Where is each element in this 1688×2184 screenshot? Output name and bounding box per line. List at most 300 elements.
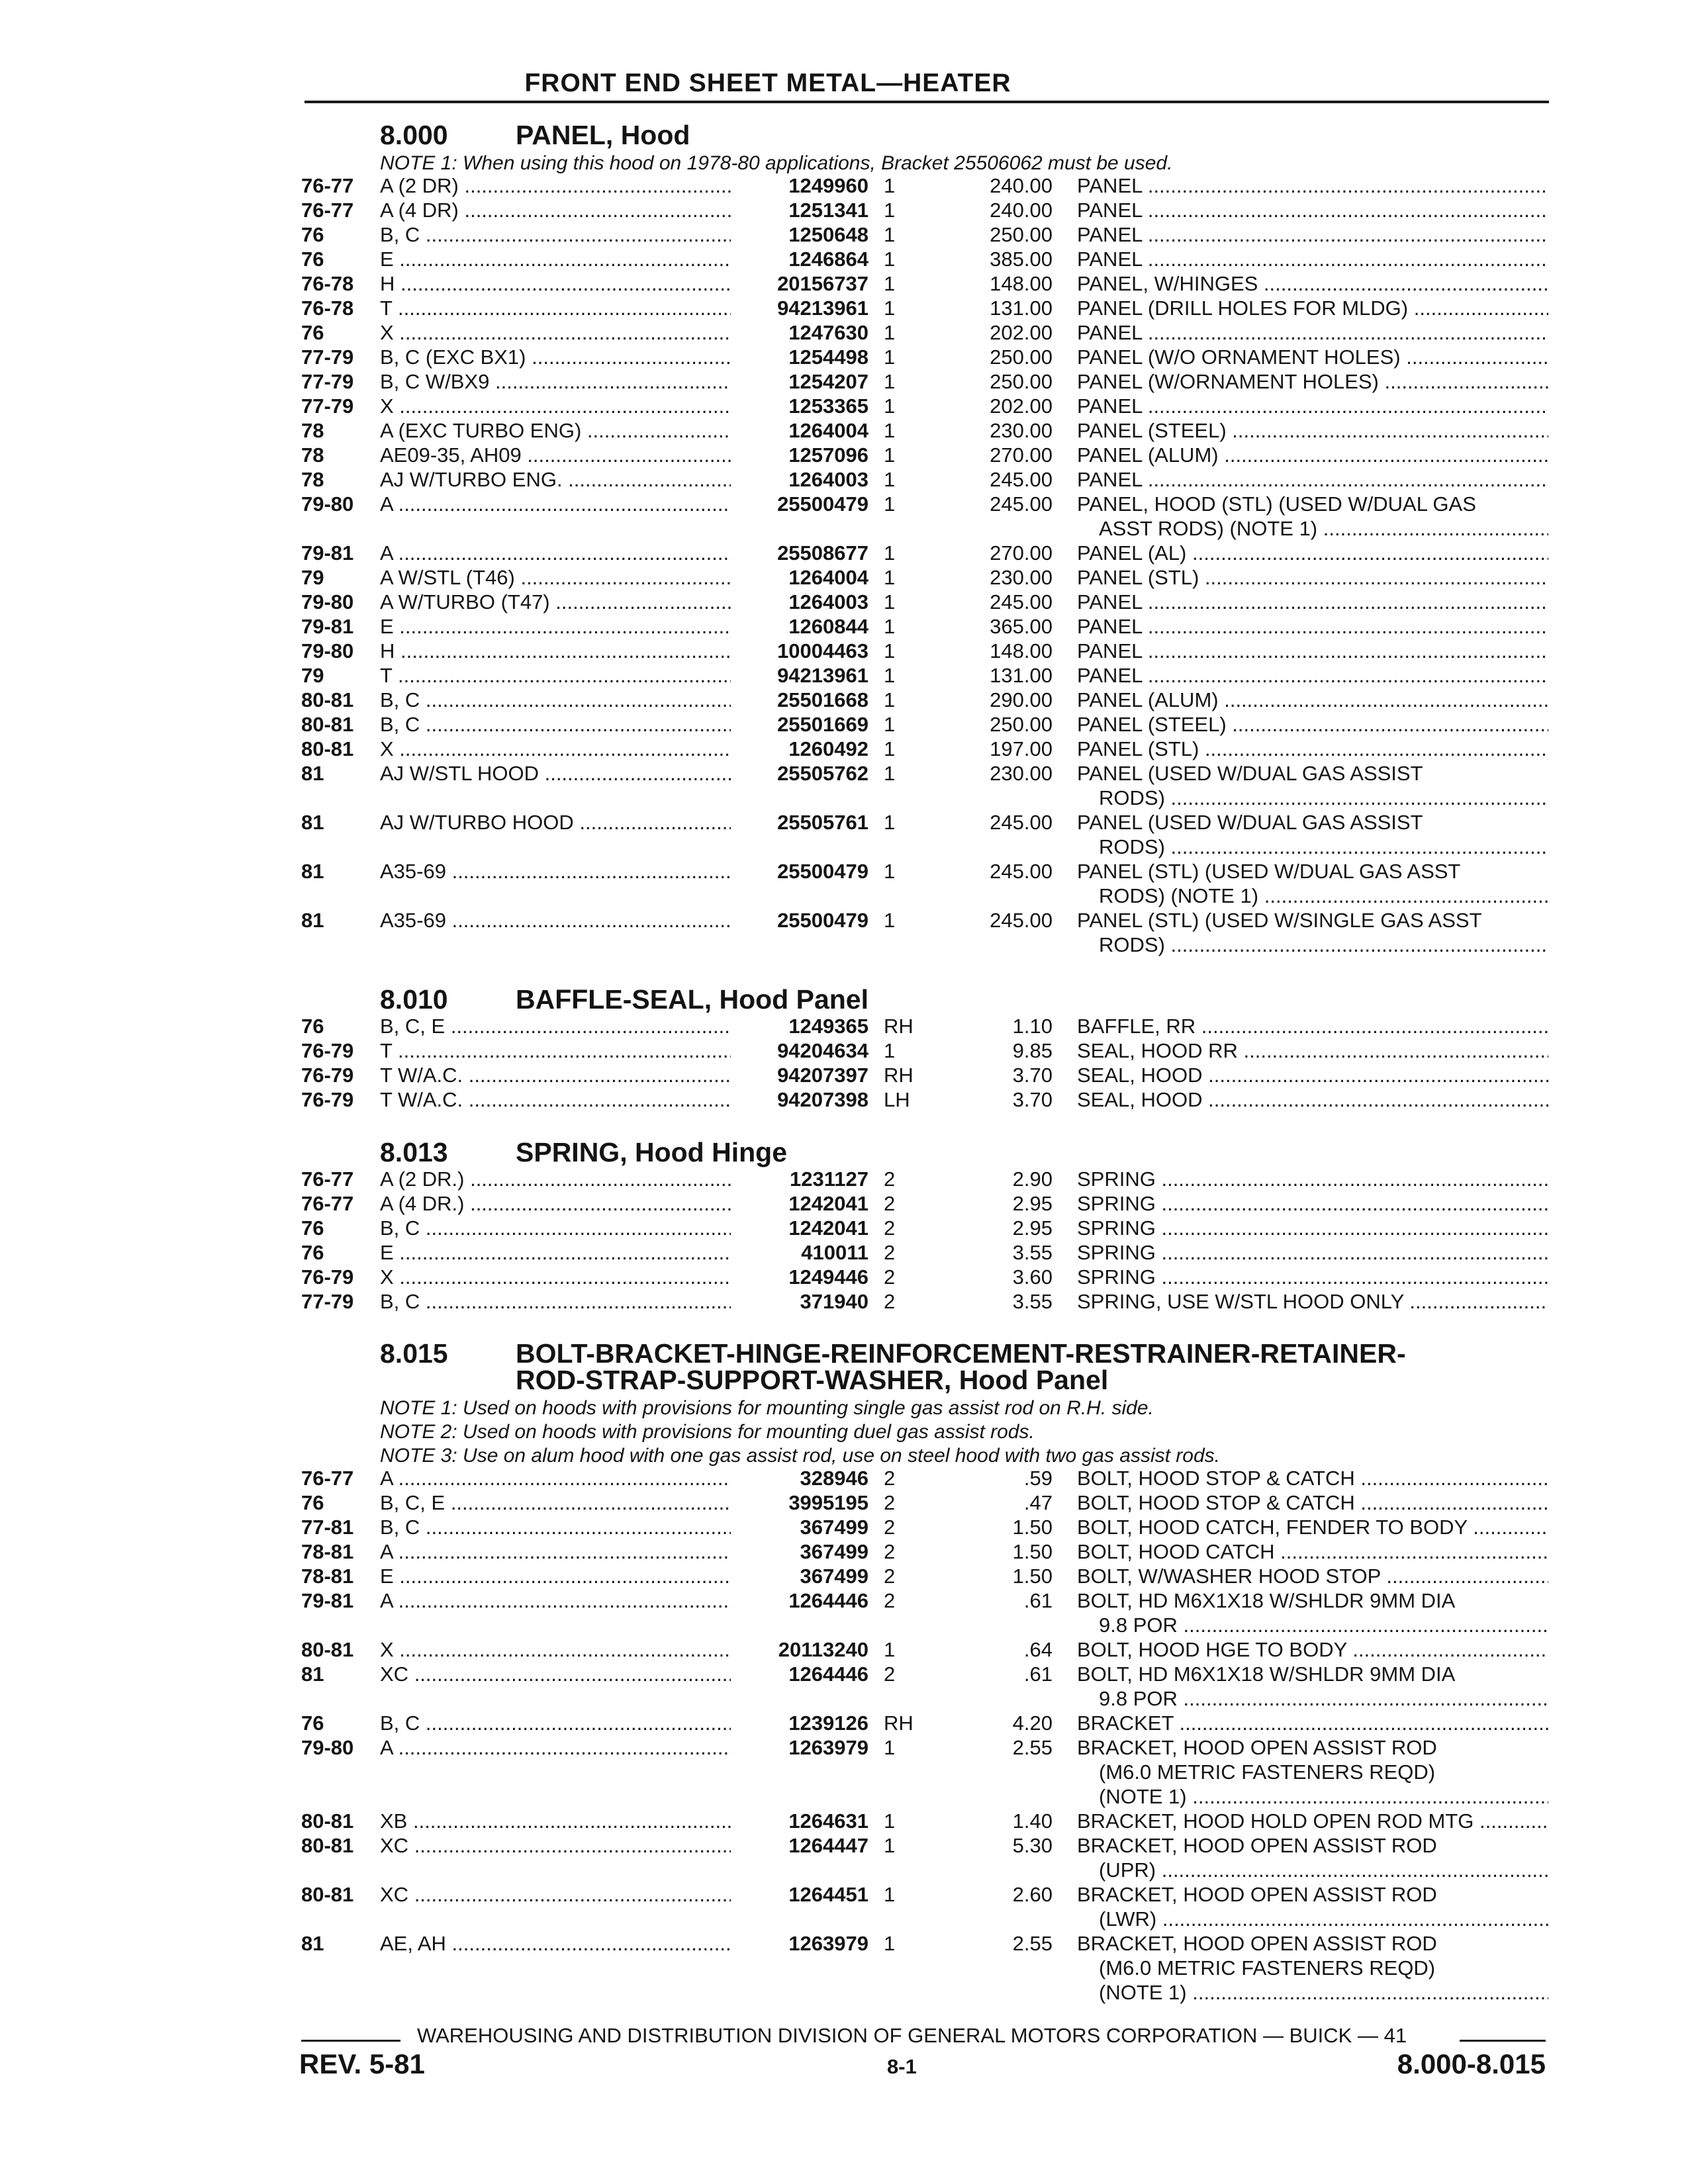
table-row [0, 248, 1688, 271]
table-row [0, 639, 1688, 663]
model-code: A (2 DR.) ..... [380, 1167, 731, 1191]
section-heading [380, 1340, 1406, 1367]
part-number: 1264003 [735, 590, 868, 614]
price: 230.00 [990, 419, 1053, 442]
section-range: 8.000-8.015 [1397, 2048, 1546, 2079]
model-code: T ..... [380, 664, 731, 688]
part-number: 1264004 [735, 419, 868, 443]
part-number: 1242041 [735, 1192, 868, 1216]
part-number: 367499 [735, 1565, 868, 1588]
description: PANEL (STEEL) ..... [1077, 419, 1548, 443]
price: 5.30 [1012, 1834, 1053, 1857]
table-row [0, 1290, 1688, 1314]
part-number: 94207398 [735, 1088, 868, 1112]
section-title: PANEL, Hood [516, 120, 690, 150]
year-range: 76-79 [301, 1265, 354, 1289]
quantity: 1 [884, 174, 896, 197]
part-number: 25505761 [735, 811, 868, 835]
description: PANEL ..... [1077, 468, 1548, 492]
table-row [0, 1241, 1688, 1265]
description: BRACKET, HOOD OPEN ASSIST ROD [1077, 1883, 1437, 1906]
quantity: 2 [884, 1565, 896, 1588]
part-number: 10004463 [735, 639, 868, 663]
table-row [0, 909, 1688, 933]
description: BRACKET, HOOD OPEN ASSIST ROD [1077, 1834, 1437, 1857]
table-row [0, 1516, 1688, 1539]
quantity: 2 [884, 1516, 896, 1539]
quantity: RH [884, 1064, 914, 1087]
part-number: 1260844 [735, 615, 868, 639]
model-code: A W/TURBO (T47) ..... [380, 590, 731, 614]
quantity: 1 [884, 615, 896, 638]
year-range: 79 [301, 566, 324, 589]
price: .59 [1023, 1467, 1053, 1490]
description: PANEL (STL) ..... [1077, 566, 1548, 590]
description: PANEL ..... [1077, 174, 1548, 198]
model-code: A W/STL (T46) ..... [380, 566, 731, 590]
year-range: 76 [301, 1216, 324, 1240]
price: 2.55 [1012, 1736, 1053, 1759]
price: 202.00 [990, 321, 1053, 344]
model-code: A (4 DR) ..... [380, 199, 731, 222]
footer-rule-right [1460, 2040, 1546, 2042]
description: BOLT, HOOD CATCH, FENDER TO BODY ..... [1077, 1516, 1548, 1539]
description: PANEL ..... [1077, 590, 1548, 614]
year-range: 80-81 [301, 1809, 354, 1833]
part-number: 20113240 [735, 1638, 868, 1662]
description: BRACKET, HOOD OPEN ASSIST ROD [1077, 1736, 1437, 1759]
quantity: 1 [884, 370, 896, 393]
year-range: 76 [301, 321, 324, 344]
description: PANEL, HOOD (STL) (USED W/DUAL GAS [1077, 492, 1476, 516]
description: PANEL (ALUM) ..... [1077, 443, 1548, 467]
table-row [0, 615, 1688, 639]
table-row [0, 443, 1688, 467]
description: PANEL ..... [1077, 321, 1548, 345]
description-continuation [0, 1687, 1688, 1711]
price: 245.00 [990, 468, 1053, 491]
section-number: 8.013 [380, 1137, 448, 1167]
price: .61 [1023, 1589, 1053, 1612]
year-range: 76-78 [301, 272, 354, 295]
model-code: B, C ..... [380, 1290, 731, 1314]
part-number: 1264631 [735, 1809, 868, 1833]
price: 202.00 [990, 394, 1053, 418]
year-range: 81 [301, 811, 324, 834]
quantity: 1 [884, 1809, 896, 1833]
price: 250.00 [990, 370, 1053, 393]
table-row [0, 811, 1688, 835]
part-number: 94204634 [735, 1039, 868, 1063]
year-range: 76-79 [301, 1039, 354, 1062]
description-continued: (M6.0 METRIC FASTENERS REQD) [1099, 1956, 1436, 1979]
price: 270.00 [990, 443, 1053, 467]
table-row [0, 541, 1688, 565]
description-continuation [0, 933, 1688, 957]
description: PANEL ..... [1077, 615, 1548, 639]
table-row [0, 1015, 1688, 1038]
section-note: NOTE 1: Used on hoods with provisions for mounting single gas assist rod on R.H. side. [380, 1397, 1154, 1419]
description-continuation [0, 1760, 1688, 1784]
table-row [0, 860, 1688, 884]
description: PANEL (STEEL) ..... [1077, 713, 1548, 737]
description-continuation [0, 884, 1688, 908]
description: SPRING ..... [1077, 1167, 1548, 1191]
section-note: NOTE 1: When using this hood on 1978-80 applications, Bracket 25506062 must be used. [380, 152, 1173, 174]
model-code: XC ..... [380, 1883, 731, 1907]
year-range: 79-80 [301, 639, 354, 662]
description-continued: RODS) (NOTE 1) ..... [1099, 884, 1548, 908]
table-row [0, 1088, 1688, 1112]
table-row [0, 1932, 1688, 1956]
table-row [0, 664, 1688, 688]
part-number: 1246864 [735, 248, 868, 271]
year-range: 80-81 [301, 1834, 354, 1857]
quantity: 2 [884, 1216, 896, 1240]
part-number: 1249446 [735, 1265, 868, 1289]
model-code: AJ W/TURBO HOOD ..... [380, 811, 731, 835]
part-number: 1251341 [735, 199, 868, 222]
table-row [0, 688, 1688, 712]
price: 2.95 [1012, 1216, 1053, 1240]
model-code: H ..... [380, 272, 731, 296]
model-code: X ..... [380, 1265, 731, 1289]
price: 2.60 [1012, 1883, 1053, 1906]
price: .47 [1023, 1491, 1053, 1514]
description: PANEL (STL) ..... [1077, 737, 1548, 761]
model-code: B, C, E ..... [380, 1491, 731, 1515]
model-code: A (EXC TURBO ENG) ..... [380, 419, 731, 443]
model-code: XC ..... [380, 1834, 731, 1858]
price: 9.85 [1012, 1039, 1053, 1062]
price: 2.90 [1012, 1167, 1053, 1191]
quantity: 1 [884, 1039, 896, 1062]
description: PANEL ..... [1077, 394, 1548, 418]
table-row [0, 1638, 1688, 1662]
model-code: AJ W/TURBO ENG. ..... [380, 468, 731, 492]
quantity: 2 [884, 1290, 896, 1313]
table-row [0, 1589, 1688, 1613]
table-row [0, 762, 1688, 786]
year-range: 76 [301, 1711, 324, 1735]
table-row [0, 468, 1688, 492]
part-number: 1250648 [735, 223, 868, 247]
model-code: E ..... [380, 1565, 731, 1588]
year-range: 80-81 [301, 1883, 354, 1906]
model-code: T ..... [380, 296, 731, 320]
part-number: 1264446 [735, 1662, 868, 1686]
year-range: 76 [301, 223, 324, 246]
year-range: 77-79 [301, 345, 354, 369]
part-number: 1242041 [735, 1216, 868, 1240]
model-code: A35-69 ..... [380, 909, 731, 933]
part-number: 1257096 [735, 443, 868, 467]
quantity: 1 [884, 443, 896, 467]
year-range: 81 [301, 860, 324, 883]
description: SPRING ..... [1077, 1216, 1548, 1240]
price: 385.00 [990, 248, 1053, 271]
section-number: 8.015 [380, 1338, 448, 1369]
price: .61 [1023, 1662, 1053, 1686]
price: 365.00 [990, 615, 1053, 638]
model-code: A (4 DR.) ..... [380, 1192, 731, 1216]
quantity: 2 [884, 1192, 896, 1215]
quantity: 1 [884, 1932, 896, 1955]
quantity: 2 [884, 1167, 896, 1191]
year-range: 76 [301, 1241, 324, 1264]
description: BOLT, HOOD STOP & CATCH ..... [1077, 1467, 1548, 1490]
description-continued: 9.8 POR ..... [1099, 1614, 1548, 1637]
year-range: 80-81 [301, 713, 354, 736]
description: SEAL, HOOD ..... [1077, 1064, 1548, 1087]
footer-publisher: WAREHOUSING AND DISTRIBUTION DIVISION OF GENERAL MOTORS CORPORATION — BUICK — 41 [417, 2024, 1407, 2047]
price: 3.70 [1012, 1064, 1053, 1087]
price: 3.55 [1012, 1241, 1053, 1264]
part-number: 1264451 [735, 1883, 868, 1907]
table-row [0, 174, 1688, 198]
table-row [0, 1883, 1688, 1907]
price: 245.00 [990, 811, 1053, 834]
description-continuation [0, 835, 1688, 859]
description: BAFFLE, RR ..... [1077, 1015, 1548, 1038]
description: PANEL (W/ORNAMENT HOLES) ..... [1077, 370, 1548, 394]
model-code: E ..... [380, 1241, 731, 1265]
price: 2.55 [1012, 1932, 1053, 1955]
year-range: 81 [301, 909, 324, 932]
section-heading [380, 1138, 787, 1166]
page-title: FRONT END SHEET METAL—HEATER [524, 69, 1011, 97]
table-row [0, 223, 1688, 247]
year-range: 76-77 [301, 199, 354, 222]
table-row [0, 1565, 1688, 1588]
part-number: 3995195 [735, 1491, 868, 1515]
part-number: 1254498 [735, 345, 868, 369]
description: SPRING, USE W/STL HOOD ONLY ..... [1077, 1290, 1548, 1314]
quantity: 1 [884, 860, 896, 883]
quantity: 2 [884, 1589, 896, 1612]
year-range: 79 [301, 664, 324, 687]
table-row [0, 1192, 1688, 1216]
quantity: 1 [884, 688, 896, 711]
model-code: A ..... [380, 1540, 731, 1564]
description: BOLT, HD M6X1X18 W/SHLDR 9MM DIA [1077, 1589, 1456, 1612]
model-code: XB ..... [380, 1809, 731, 1833]
price: 245.00 [990, 860, 1053, 883]
revision-label: REV. 5-81 [299, 2048, 425, 2079]
part-number: 1264446 [735, 1589, 868, 1613]
model-code: B, C (EXC BX1) ..... [380, 345, 731, 369]
year-range: 76 [301, 248, 324, 271]
part-number: 367499 [735, 1516, 868, 1539]
year-range: 79-80 [301, 1736, 354, 1759]
price: 3.60 [1012, 1265, 1053, 1289]
table-row [0, 590, 1688, 614]
description-continued: (LWR) ..... [1099, 1907, 1548, 1931]
model-code: B, C ..... [380, 1216, 731, 1240]
quantity: 1 [884, 737, 896, 760]
table-row [0, 1711, 1688, 1735]
part-number: 1260492 [735, 737, 868, 761]
year-range: 79-80 [301, 492, 354, 516]
price: 230.00 [990, 566, 1053, 589]
price: 290.00 [990, 688, 1053, 711]
description: BOLT, HOOD CATCH ..... [1077, 1540, 1548, 1564]
quantity: RH [884, 1015, 914, 1038]
description: BRACKET, HOOD HOLD OPEN ROD MTG ..... [1077, 1809, 1548, 1833]
quantity: 1 [884, 272, 896, 295]
description: PANEL ..... [1077, 223, 1548, 247]
price: 148.00 [990, 639, 1053, 662]
part-number: 1231127 [735, 1167, 868, 1191]
description: PANEL (USED W/DUAL GAS ASSIST [1077, 811, 1423, 834]
description: PANEL (AL) ..... [1077, 541, 1548, 565]
description-continuation [0, 1956, 1688, 1980]
part-number: 94213961 [735, 664, 868, 688]
model-code: B, C ..... [380, 713, 731, 737]
part-number: 25500479 [735, 492, 868, 516]
part-number: 371940 [735, 1290, 868, 1314]
description: PANEL (STL) (USED W/SINGLE GAS ASST [1077, 909, 1482, 932]
model-code: B, C W/BX9 ..... [380, 370, 731, 394]
description: SPRING ..... [1077, 1192, 1548, 1216]
part-number: 1264004 [735, 566, 868, 590]
description: SPRING ..... [1077, 1241, 1548, 1265]
description-continuation [0, 1785, 1688, 1809]
model-code: AE, AH ..... [380, 1932, 731, 1956]
price: 2.95 [1012, 1192, 1053, 1215]
description-continuation [0, 1614, 1688, 1637]
part-number: 1253365 [735, 394, 868, 418]
price: .64 [1023, 1638, 1053, 1661]
section-heading [380, 985, 868, 1013]
part-number: 25505762 [735, 762, 868, 786]
table-row [0, 321, 1688, 345]
year-range: 79-81 [301, 541, 354, 565]
model-code: T W/A.C. ..... [380, 1088, 731, 1112]
quantity: 1 [884, 223, 896, 246]
year-range: 79-81 [301, 615, 354, 638]
table-row [0, 345, 1688, 369]
header-rule [305, 101, 1549, 103]
description-continued: ASST RODS) (NOTE 1) ..... [1099, 517, 1548, 541]
quantity: 1 [884, 345, 896, 369]
year-range: 78-81 [301, 1540, 354, 1563]
part-number: 25508677 [735, 541, 868, 565]
year-range: 81 [301, 1662, 324, 1686]
quantity: 2 [884, 1540, 896, 1563]
description: BRACKET, HOOD OPEN ASSIST ROD [1077, 1932, 1437, 1955]
section-title: BAFFLE-SEAL, Hood Panel [516, 984, 868, 1015]
year-range: 81 [301, 762, 324, 785]
table-row [0, 1540, 1688, 1564]
year-range: 78 [301, 468, 324, 491]
description-continued: RODS) ..... [1099, 835, 1548, 859]
quantity: 1 [884, 199, 896, 222]
description-continuation [0, 786, 1688, 810]
table-row [0, 272, 1688, 296]
quantity: 1 [884, 419, 896, 442]
year-range: 76-77 [301, 1467, 354, 1490]
part-number: 1249365 [735, 1015, 868, 1038]
quantity: 1 [884, 762, 896, 785]
description: BOLT, W/WASHER HOOD STOP ..... [1077, 1565, 1548, 1588]
description-continued: (NOTE 1) ..... [1099, 1981, 1548, 2005]
model-code: X ..... [380, 321, 731, 345]
model-code: T W/A.C. ..... [380, 1064, 731, 1087]
section-heading [380, 121, 690, 149]
quantity: 2 [884, 1662, 896, 1686]
quantity: 1 [884, 811, 896, 834]
quantity: 2 [884, 1491, 896, 1514]
description: BOLT, HD M6X1X18 W/SHLDR 9MM DIA [1077, 1662, 1456, 1686]
quantity: 1 [884, 1883, 896, 1906]
quantity: 1 [884, 639, 896, 662]
section-title: SPRING, Hood Hinge [516, 1137, 787, 1167]
quantity: 2 [884, 1265, 896, 1289]
year-range: 79-81 [301, 1589, 354, 1612]
table-row [0, 1167, 1688, 1191]
year-range: 76-77 [301, 1192, 354, 1215]
table-row [0, 296, 1688, 320]
part-number: 1254207 [735, 370, 868, 394]
model-code: A ..... [380, 1589, 731, 1613]
part-number: 1264447 [735, 1834, 868, 1858]
section-title-line2: ROD-STRAP-SUPPORT-WASHER, Hood Panel [516, 1365, 1109, 1395]
description: SPRING ..... [1077, 1265, 1548, 1289]
description: BRACKET ..... [1077, 1711, 1548, 1735]
description: PANEL (STL) (USED W/DUAL GAS ASST [1077, 860, 1461, 883]
part-number: 25501669 [735, 713, 868, 737]
price: 250.00 [990, 345, 1053, 369]
description: PANEL (DRILL HOLES FOR MLDG) ..... [1077, 296, 1548, 320]
model-code: X ..... [380, 1638, 731, 1662]
quantity: 1 [884, 664, 896, 687]
part-number: 1247630 [735, 321, 868, 345]
quantity: 1 [884, 1834, 896, 1857]
model-code: A ..... [380, 492, 731, 516]
quantity: 1 [884, 541, 896, 565]
part-number: 94207397 [735, 1064, 868, 1087]
model-code: A ..... [380, 541, 731, 565]
table-row [0, 199, 1688, 222]
year-range: 79-80 [301, 590, 354, 614]
description-continuation [0, 1858, 1688, 1882]
quantity: 1 [884, 492, 896, 516]
year-range: 80-81 [301, 688, 354, 711]
section-title: BOLT-BRACKET-HINGE-REINFORCEMENT-RESTRAINER-RETAINER- [516, 1338, 1406, 1369]
quantity: 1 [884, 468, 896, 491]
table-row [0, 737, 1688, 761]
description: BOLT, HOOD HGE TO BODY ..... [1077, 1638, 1548, 1662]
model-code: E ..... [380, 248, 731, 271]
year-range: 77-79 [301, 394, 354, 418]
quantity: LH [884, 1088, 910, 1111]
model-code: X ..... [380, 737, 731, 761]
model-code: A (2 DR) ..... [380, 174, 731, 198]
price: 1.50 [1012, 1516, 1053, 1539]
table-row [0, 1064, 1688, 1087]
part-number: 25501668 [735, 688, 868, 712]
price: 1.50 [1012, 1565, 1053, 1588]
table-row [0, 1467, 1688, 1490]
part-number: 1263979 [735, 1736, 868, 1760]
table-row [0, 1039, 1688, 1063]
model-code: A ..... [380, 1736, 731, 1760]
table-row [0, 1809, 1688, 1833]
table-row [0, 1834, 1688, 1858]
model-code: X ..... [380, 394, 731, 418]
description-continuation [0, 1981, 1688, 2005]
